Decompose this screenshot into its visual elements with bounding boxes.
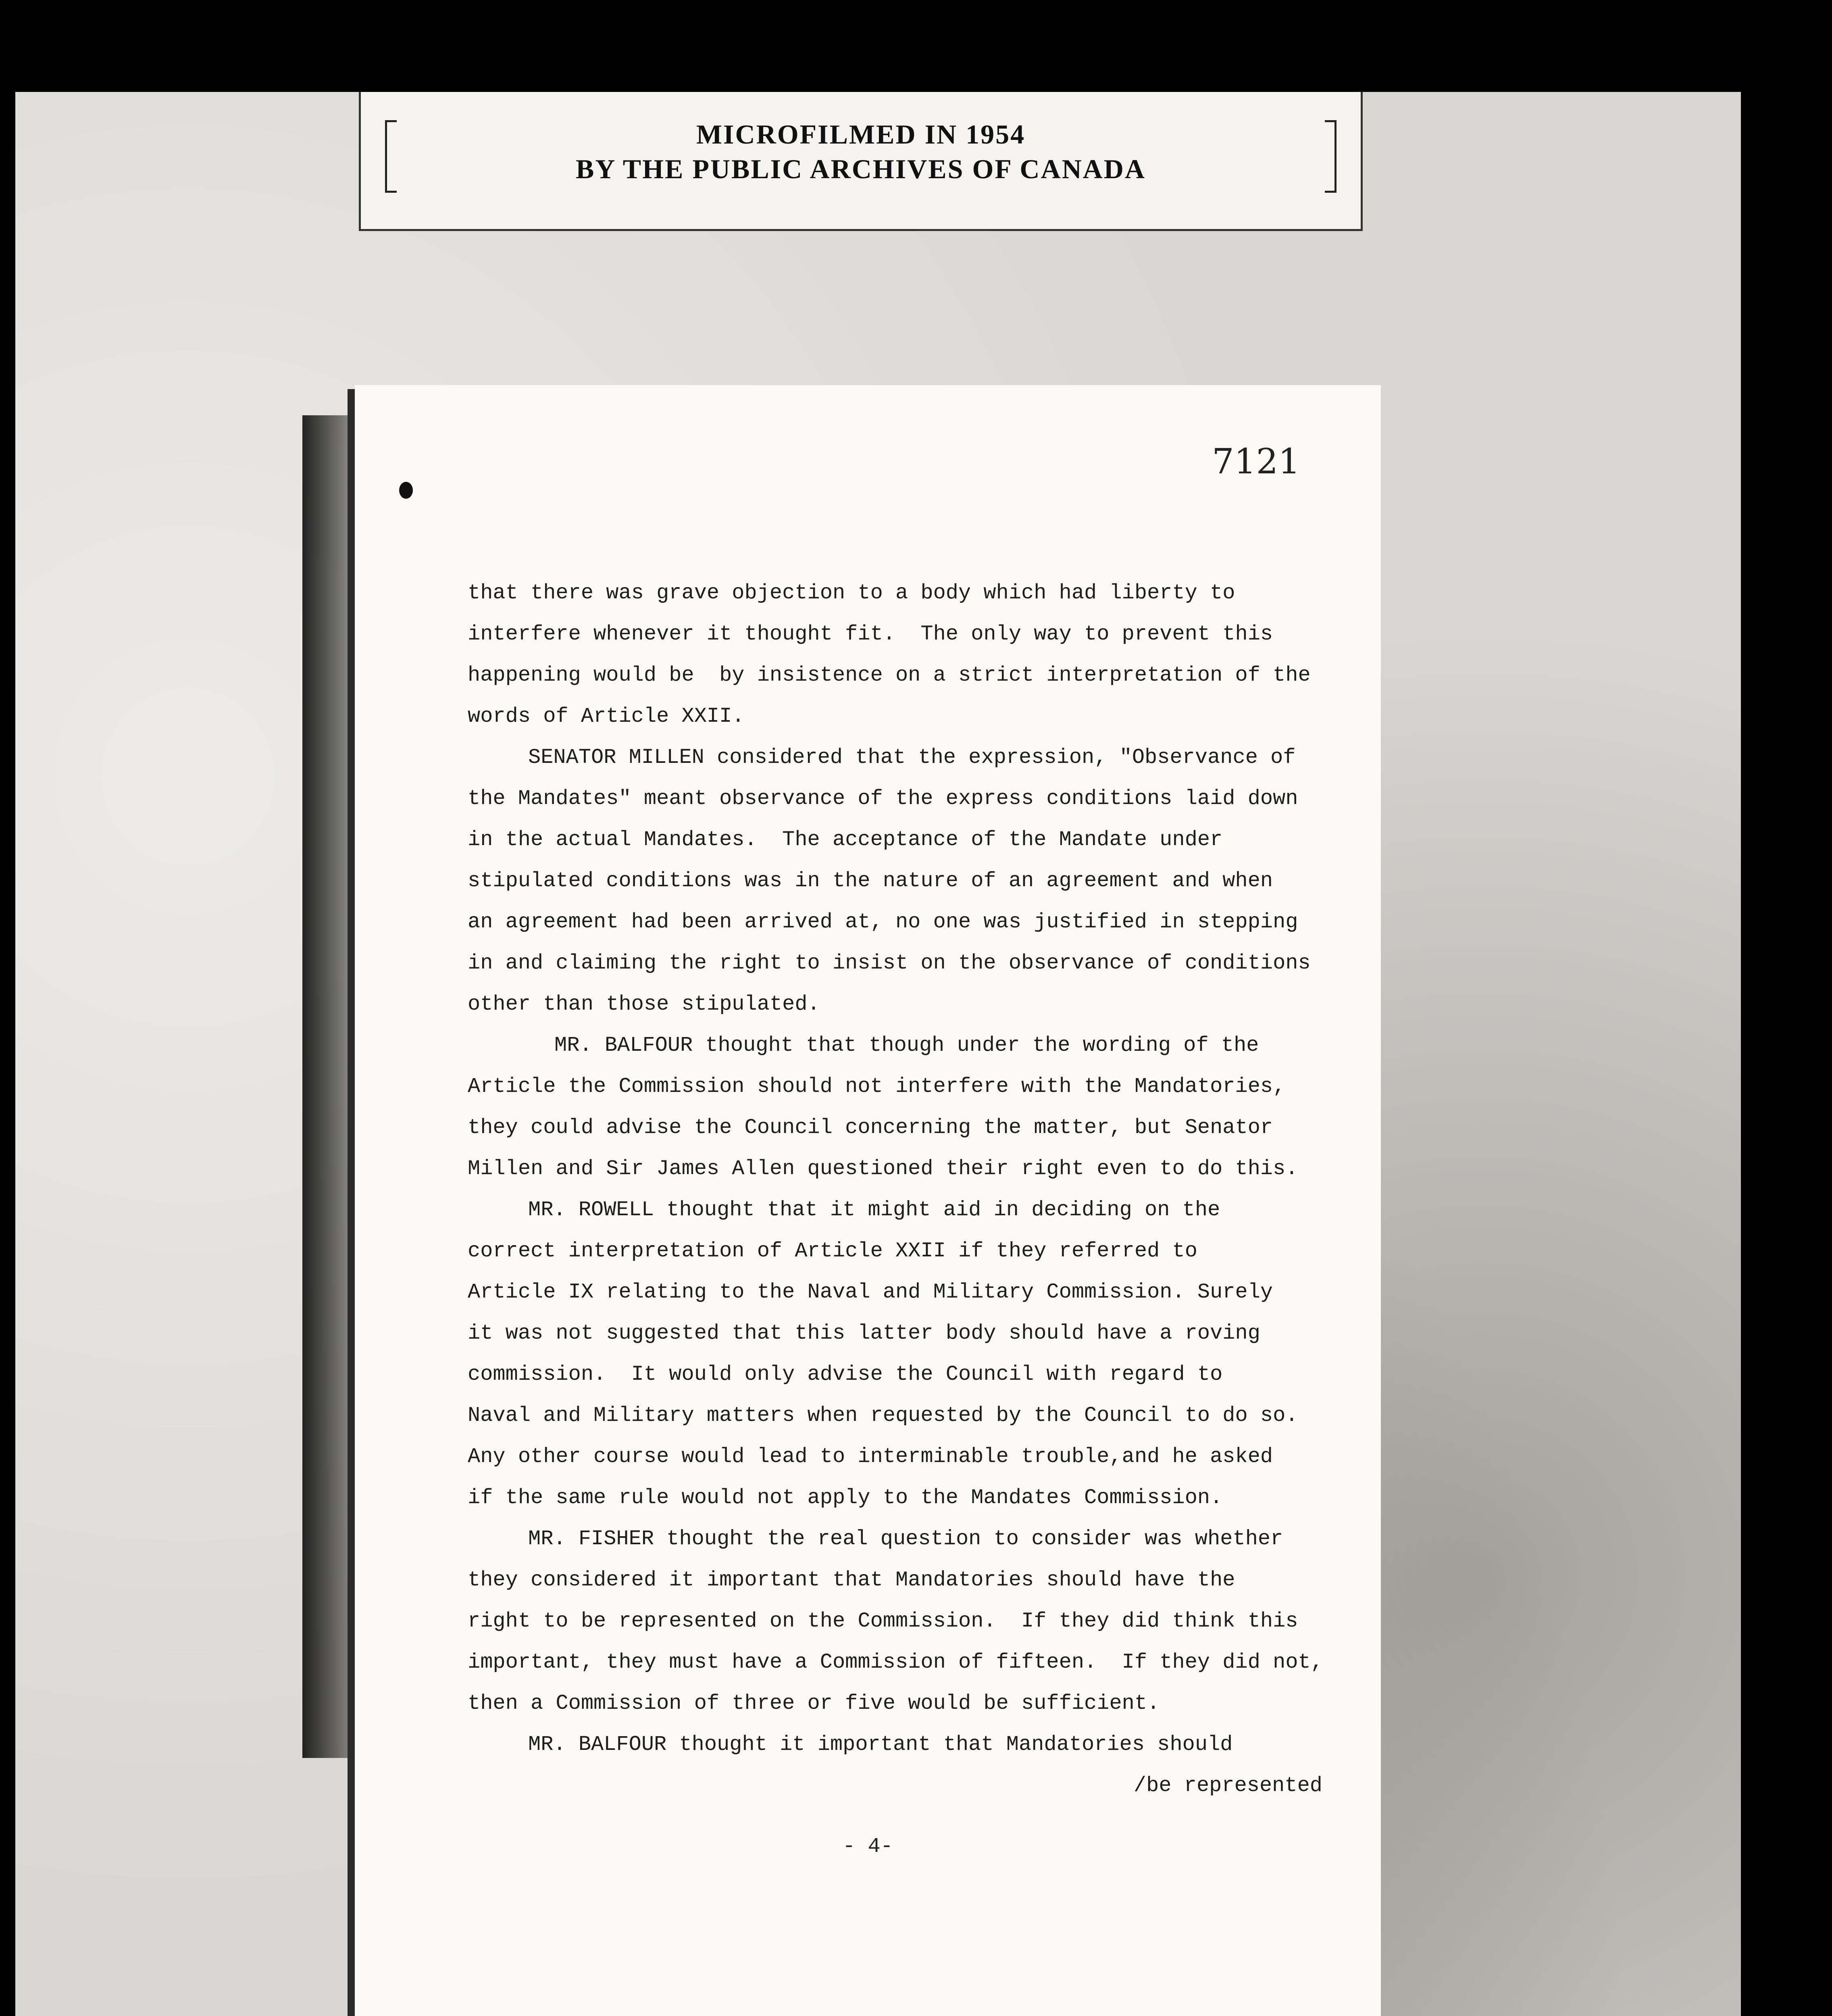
text-line: interfere whenever it thought fit. The only way to prevent this: [468, 622, 1273, 646]
text-line: Naval and Military matters when requested by the Council to do so.: [468, 1404, 1298, 1427]
text-line: SENATOR MILLEN considered that the expression, "Observance of: [528, 746, 1296, 769]
text-line: Millen and Sir James Allen questioned their right even to do this.: [468, 1157, 1298, 1181]
header-line-1: MICROFILMED IN 1954: [696, 119, 1026, 150]
text-line: then a Commission of three or five would be sufficient.: [468, 1691, 1160, 1715]
page-number: 7121: [1212, 442, 1300, 482]
text-line: Any other course would lead to interminable trouble,and he asked: [468, 1445, 1273, 1468]
text-line: correct interpretation of Article XXII if they referred to: [468, 1239, 1197, 1263]
right-bracket-mark: [1325, 120, 1337, 193]
text-line: the Mandates" meant observance of the express conditions laid down: [468, 787, 1298, 810]
text-line: they considered it important that Mandatories should have the: [468, 1568, 1235, 1592]
page-body: [468, 573, 1347, 1806]
text-line: in the actual Mandates. The acceptance of the Mandate under: [468, 828, 1223, 852]
text-line: Article the Commission should not interfere with the Mandatories,: [468, 1075, 1286, 1098]
text-line: words of Article XXII.: [468, 704, 745, 728]
text-line: MR. BALFOUR thought it important that Mandatories should: [528, 1733, 1233, 1756]
text-line: commission. It would only advise the Council with regard to: [468, 1362, 1223, 1386]
text-line: it was not suggested that this latter body should have a roving: [468, 1321, 1260, 1345]
text-line: an agreement had been arrived at, no one was justified in stepping: [468, 910, 1298, 934]
header-line-2: BY THE PUBLIC ARCHIVES OF CANADA: [576, 154, 1146, 184]
text-line: they could advise the Council concerning the matter, but Senator: [468, 1116, 1273, 1139]
text-line: Article IX relating to the Naval and Military Commission. Surely: [468, 1280, 1273, 1304]
page-folio: - 4-: [843, 1835, 893, 1858]
text-line: that there was grave objection to a body which had liberty to: [468, 581, 1235, 605]
text-line: right to be represented on the Commission. If they did think this: [468, 1609, 1298, 1633]
left-bracket-mark: [385, 120, 397, 193]
text-line: important, they must have a Commission of fifteen. If they did not,: [468, 1650, 1323, 1674]
catchword-line: /be represented: [1133, 1774, 1322, 1797]
text-line: MR. ROWELL thought that it might aid in deciding on the: [528, 1198, 1220, 1222]
text-line: MR. FISHER thought the real question to consider was whether: [528, 1527, 1283, 1551]
text-line: stipulated conditions was in the nature of an agreement and when: [468, 869, 1273, 893]
text-line: happening would be by insistence on a strict interpretation of the: [468, 663, 1311, 687]
text-line: MR. BALFOUR thought that though under the wording of the: [554, 1033, 1259, 1057]
typed-page: [355, 385, 1381, 2016]
text-line: if the same rule would not apply to the Mandates Commission.: [468, 1486, 1223, 1510]
microfilm-header-card: [359, 92, 1363, 231]
text-line: other than those stipulated.: [468, 992, 820, 1016]
text-line: in and claiming the right to insist on the observance of conditions: [468, 951, 1311, 975]
punch-hole-mark: [399, 482, 413, 499]
